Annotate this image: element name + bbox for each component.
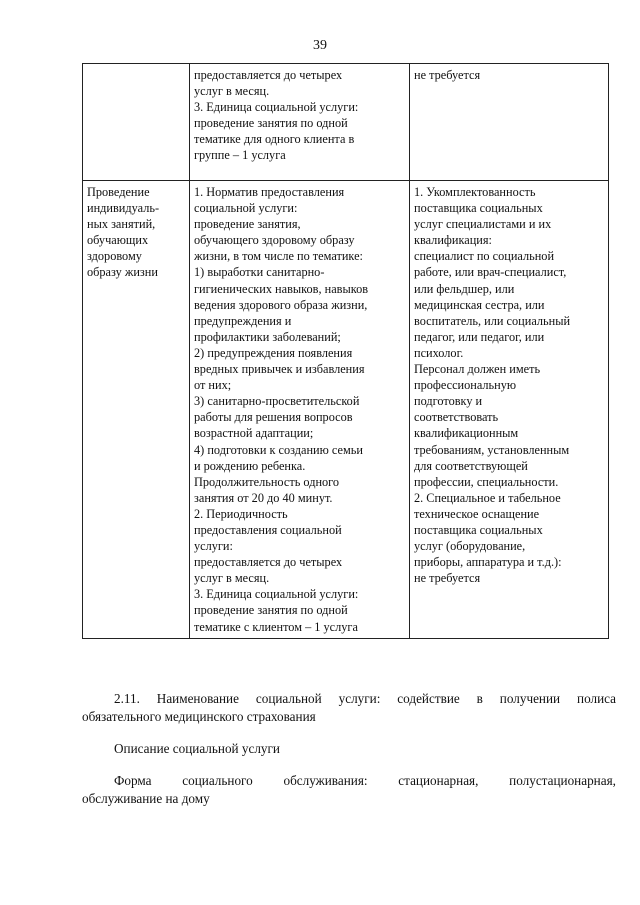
cell-line: социальной услуги: [194, 201, 298, 216]
service-volume-cell [190, 64, 410, 181]
cell-line: 4) подготовки к созданию семьи [194, 442, 363, 457]
word: содействие [397, 691, 460, 706]
cell-line: 2) предупреждения появления [194, 345, 353, 360]
service-description-heading [82, 740, 616, 758]
cell-line: тематике для одного клиента в [194, 132, 355, 147]
cell-line: вредных привычек и избавления [194, 362, 365, 377]
cell-line: поставщика социальных [414, 201, 543, 216]
cell-line: соответствовать [414, 410, 499, 425]
word: социальной [255, 691, 322, 706]
service-form-paragraph [82, 772, 616, 808]
cell-line: требованиям, установленным [414, 442, 570, 457]
cell-line: 1) выработки санитарно- [194, 265, 325, 280]
service-conditions-cell [410, 181, 609, 639]
cell-line: образу жизни [87, 265, 158, 280]
cell-line: обучающего здоровому образу [194, 233, 355, 248]
cell-line: ведения здорового образа жизни, [194, 297, 368, 312]
cell-line: психолог. [414, 345, 464, 360]
cell-line: услуг в месяц. [194, 84, 270, 99]
cell-line: 2. Специальное и табельное [414, 490, 561, 505]
service-conditions-cell [410, 64, 609, 181]
service-name-cell [83, 64, 190, 181]
cell-line: Продолжительность одного [194, 474, 340, 489]
cell-line: профилактики заболеваний; [194, 329, 341, 344]
paragraph-line: обязательного медицинского страхования [82, 709, 316, 724]
word: в [476, 691, 483, 706]
cell-line: приборы, аппаратура и т.д.): [414, 555, 562, 570]
cell-line: 3. Единица социальной услуги: [194, 100, 359, 115]
cell-line: 1. Норматив предоставления [194, 185, 345, 199]
service-title-paragraph [82, 690, 616, 726]
cell-line: квалификация: [414, 233, 492, 248]
cell-line: подготовку и [414, 394, 483, 409]
cell-line: и рождению ребенка. [194, 458, 306, 473]
cell-line: 1. Укомплектованность [414, 185, 536, 199]
word: Форма [114, 773, 152, 788]
cell-line: Персонал должен иметь [414, 362, 541, 377]
cell-line: работе, или врач-специалист, [414, 265, 567, 280]
cell-line: услуг (оборудование, [414, 539, 526, 554]
cell-line: предоставления социальной [194, 522, 342, 537]
cell-line: предоставляется до четырех [194, 68, 343, 82]
cell-line: профессиональную [414, 378, 517, 393]
cell-line: специалист по социальной [414, 249, 555, 264]
word: Наименование [156, 691, 239, 706]
cell-line: проведение занятия по одной [194, 116, 348, 131]
cell-line: не требуется [414, 571, 481, 586]
cell-line: услуги: [194, 539, 233, 554]
cell-line: индивидуаль- [87, 201, 160, 216]
word: получении [499, 691, 561, 706]
cell-line: жизни, в том числе по тематике: [194, 249, 363, 264]
justified-line [82, 772, 616, 790]
cell-line: работы для решения вопросов [194, 410, 353, 425]
cell-line: услуг специалистами и их [414, 217, 552, 232]
word: социального [182, 773, 253, 788]
cell-line: медицинская сестра, или [414, 297, 545, 312]
cell-line: профессии, специальности. [414, 474, 559, 489]
cell-line: предоставляется до четырех [194, 555, 343, 570]
cell-line: поставщика социальных [414, 522, 543, 537]
table-row [83, 181, 609, 639]
cell-line: предупреждения и [194, 313, 292, 328]
cell-line: 2. Периодичность [194, 506, 288, 521]
cell-line: от них; [194, 378, 232, 393]
table-row [83, 64, 609, 181]
word: 2.11. [114, 691, 140, 706]
paragraph-line: обслуживание на дому [82, 791, 210, 806]
cell-line: для соответствующей [414, 458, 528, 473]
cell-line: ных занятий, [87, 217, 156, 232]
cell-line: воспитатель, или социальный [414, 313, 571, 328]
cell-line: не требуется [414, 68, 481, 82]
cell-line: Проведение [87, 185, 150, 199]
paragraph-line: Описание социальной услуги [114, 741, 280, 756]
cell-line: обучающих [87, 233, 149, 248]
cell-line: техническое оснащение [414, 506, 540, 521]
word: полустационарная, [509, 773, 616, 788]
justified-line [82, 690, 616, 708]
word: услуги: [338, 691, 381, 706]
cell-line: занятия от 20 до 40 минут. [194, 490, 333, 505]
cell-line: педагог, или педагог, или [414, 329, 545, 344]
page-number: 39 [313, 38, 327, 53]
service-volume-cell [190, 181, 410, 639]
cell-line: тематике с клиентом – 1 услуга [194, 619, 358, 634]
cell-line: проведение занятия, [194, 217, 301, 232]
cell-line: 3) санитарно-просветительской [194, 394, 360, 409]
cell-line: гигиенических навыков, навыков [194, 281, 369, 296]
word: полиса [577, 691, 616, 706]
cell-line: или фельдшер, или [414, 281, 515, 296]
cell-line: проведение занятия по одной [194, 603, 348, 618]
cell-line: 3. Единица социальной услуги: [194, 587, 359, 602]
service-name-cell [83, 181, 190, 639]
cell-line: услуг в месяц. [194, 571, 270, 586]
cell-line: группе – 1 услуга [194, 148, 286, 163]
cell-line: здоровому [87, 249, 142, 264]
cell-line: квалификационным [414, 426, 519, 441]
cell-line: возрастной адаптации; [194, 426, 314, 441]
word: стационарная, [398, 773, 479, 788]
services-table [82, 63, 609, 639]
word: обслуживания: [283, 773, 368, 788]
